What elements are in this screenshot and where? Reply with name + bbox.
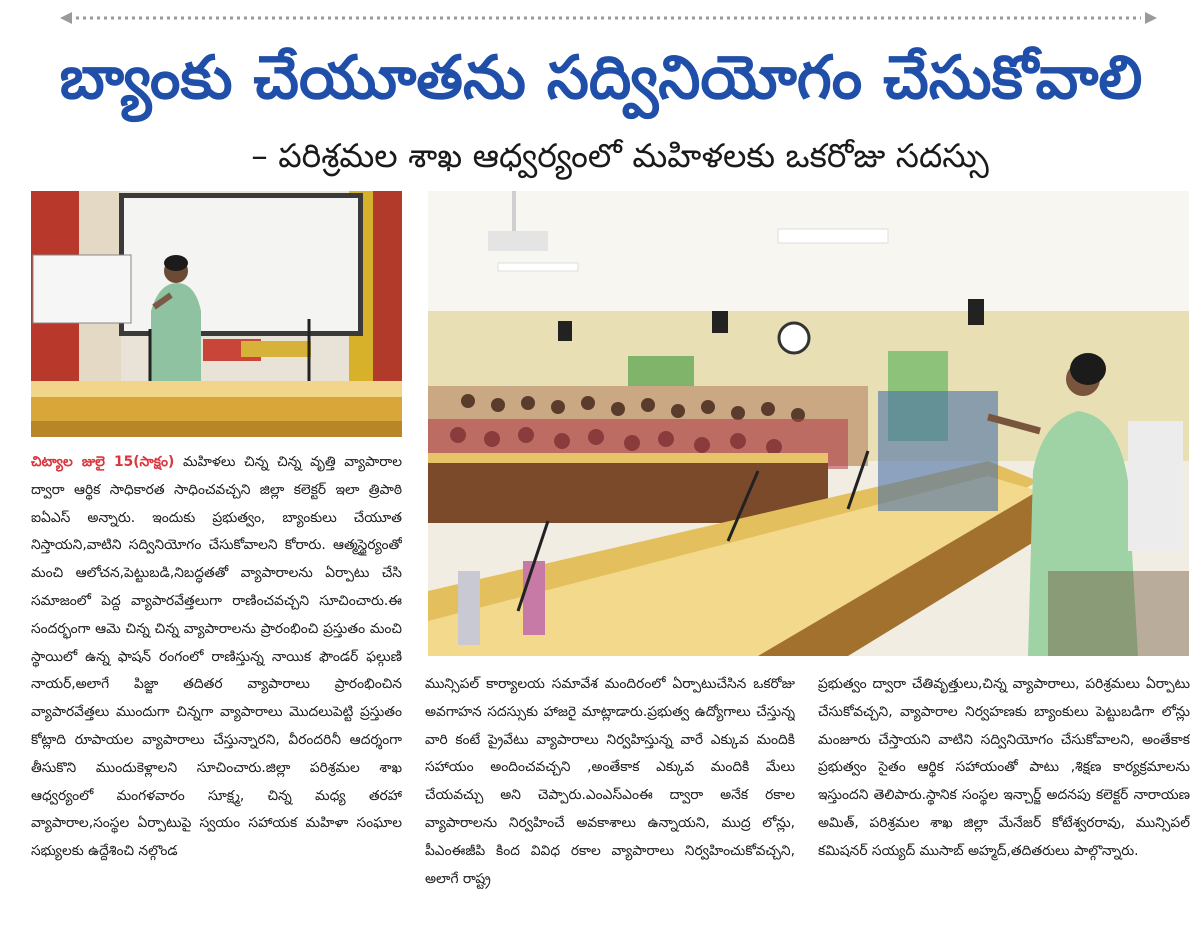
column-1-text: మహిళలు చిన్న చిన్న వృత్తి వ్యాపారాల ద్వారా ఆర్థిక సాధికారత సాధించవచ్చని జిల్లా కలెక్టర్ ఇలా త్రిపాఠి ఐఏఎస్ అన్నారు. ఇందుకు ప్రభుత్వం, బ్యాంకులు చేయూత నిస్తాయని,వాటిని సద్వినియోగం చేసుకోవాలని కోరారు. ఆత్మస్థైర్యంతో మంచి ఆలోచన,పెట్టుబడి,నిబద్ధతతో వ్యాపారాలను ఏర్పాటు చేసి సమాజంలో పెద్ద వ్యాపారవేత్తలుగా రాణించవచ్చని సూచించారు.ఈ సందర్భంగా ఆమె చిన్న చిన్న వ్యాపారాలను ప్రారంభించి ప్రస్తుతం మంచి స్థాయిలో ఉన్న ఫాషన్ రంగంలో రాణిస్తున్న నాయిక ఫౌండర్ ఫల్గుణి నాయర్,అలాగే పిజ్జా తదితర వ్యాపారాలు ప్రారంభించిన వ్యాపారవేత్తలు ముందుగా చిన్నగా వ్యాపారాలు మొదలుపెట్టి ప్రస్తుతం కోట్లాది రూపాయల వ్యాపారాలు చేస్తున్నారని, వీరందరినీ ఆదర్శంగా తీసుకొని ముందుకెళ్లాలని సూచించారు.జిల్లా పరిశ్రమల శాఖ ఆధ్వర్యంలో మంగళవారం సూక్ష్మ, చిన్న మధ్య తరహా వ్యాపారాల,సంస్థల ఏర్పాటుపై స్వయం సహాయక మహిళా సంఘాల సభ్యులకు ఉద్దేశించి నల్గొండ bbox=[31, 454, 402, 860]
top-divider bbox=[60, 10, 1157, 24]
article-column-1 bbox=[31, 449, 402, 949]
photo-conference-hall bbox=[428, 191, 1189, 656]
article-column-2: మున్సిపల్ కార్యాలయ సమావేశ మందిరంలో ఏర్పాటుచేసిన ఒకరోజు అవగాహన సదస్సుకు హాజరై మాట్లాడారు.ప్రభుత్వ ఉద్యోగాలు చేస్తున్న వారి కంటే ప్రైవేటు వ్యాపారాలు నిర్వహిస్తున్న వారే ఎక్కువ మందికి సహాయం అందించవచ్చని ,అంతేకాక ఎక్కువ మందికి మేలు చేయవచ్చు అని చెప్పారు.ఎంఎస్ఎంఈ ద్వారా అనేక రకాల వ్యాపారాలను నిర్వహించే అవకాశాలు ఉన్నాయని, ముద్ర లోన్లు, పీఎంఈజీపి కింద వివిధ రకాల వ్యాపారాలు నిర్వహించుకోవచ్చని, అలాగే రాష్ట్ర bbox=[425, 676, 795, 887]
dateline: చిట్యాల జులై 15(సాక్షం) bbox=[31, 454, 175, 470]
photo-speaker-podium bbox=[31, 191, 402, 437]
headline: బ్యాంకు చేయూతను సద్వినియోగం చేసుకోవాలి bbox=[59, 43, 1143, 113]
subheadline: – పరిశ్రమల శాఖ ఆధ్వర్యంలో మహిళలకు ఒకరోజు సదస్సు bbox=[251, 136, 989, 175]
article-column-3: ప్రభుత్వం ద్వారా చేతివృత్తులు,చిన్న వ్యాపారాలు, పరిశ్రమలు ఏర్పాటు చేసుకోవచ్చని, వ్యాపారాల నిర్వహణకు బ్యాంకులు పెట్టుబడిగా లోన్లు మంజూరు చేస్తాయని వాటిని సద్వినియోగం చేసుకోవాలని, అంతేకాక ప్రభుత్వం సైతం ఆర్థిక సహాయంతో పాటు ,శిక్షణ కార్యక్రమాలను ఇస్తుందని తెలిపారు.స్థానిక సంస్థల ఇన్చార్జ్ అదనపు కలెక్టర్ నారాయణ అమిత్, పరిశ్రమల శాఖ జిల్లా మేనేజర్ కోటేశ్వరరావు, మున్సిపల్ కమిషనర్ సయ్యద్ ముసాబ్ అహ్మద్,తదితరులు పాల్గొన్నారు. bbox=[818, 676, 1190, 859]
